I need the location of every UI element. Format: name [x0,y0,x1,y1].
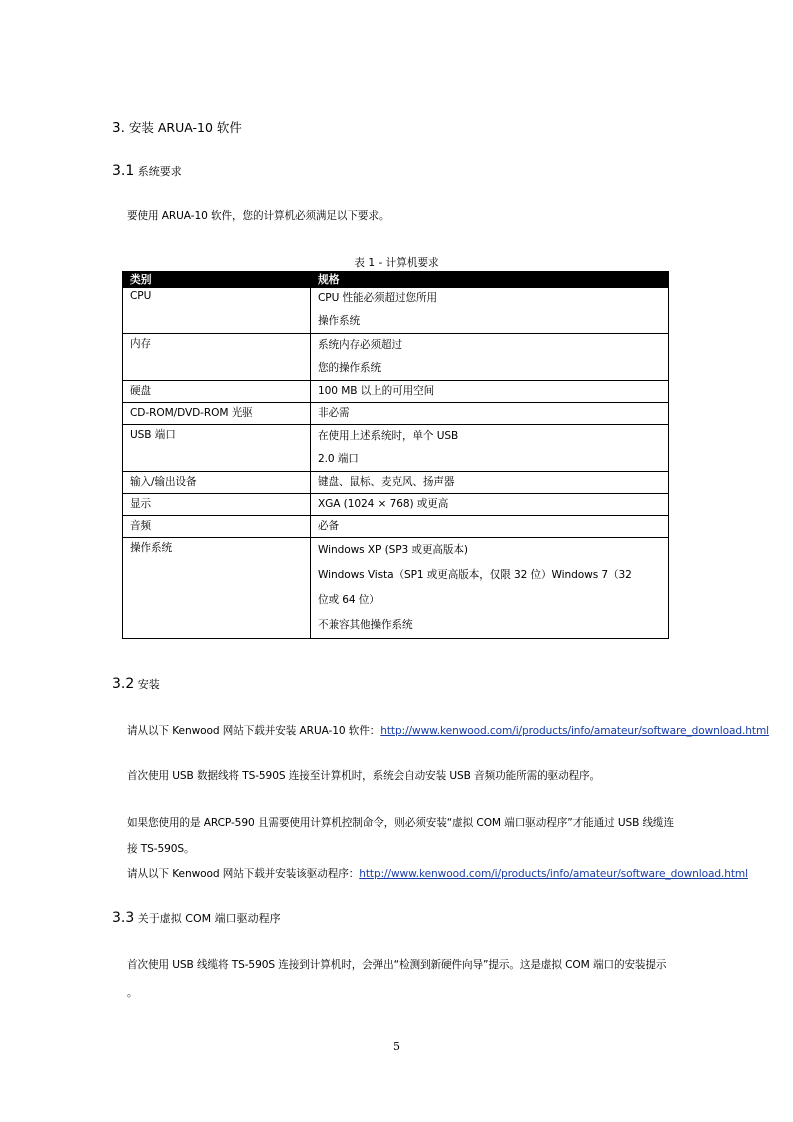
table-cell-category: USB 端口 [123,425,311,472]
table-cell-spec [311,425,669,472]
spec-line: 系统内存必须超过 [318,339,402,351]
table-row [123,425,669,472]
section-3-title: 安装 ARUA-10 软件 [128,120,242,135]
section-3-3-line-1: 首次使用 USB 线缆将 TS-590S 连接到计算机时，会弹出“检测到新硬件向导”提示。这是虚拟 COM 端口的安装提示 [127,959,667,971]
section-3-1-number: 3.1 [112,163,135,179]
spec-line: 不兼容其他操作系统 [318,619,413,631]
table-cell-spec [311,403,669,425]
table-cell-spec [311,494,669,516]
section-3-3-line-2: 。 [127,987,138,999]
table-header-category: 类别 [123,272,311,288]
table-cell-spec [311,288,669,334]
table-cell-category: 操作系统 [123,538,311,639]
table-header-spec: 规格 [311,272,669,288]
spec-line: 键盘、鼠标、麦克风、扬声器 [318,476,455,488]
driver-download-link[interactable]: http://www.kenwood.com/i/products/info/amateur/software_download.html [359,868,748,880]
table-row [123,516,669,538]
table-row [123,381,669,403]
spec-line: XGA (1024 × 768) 或更高 [318,498,449,510]
spec-line: 必备 [318,520,339,532]
spec-line: CPU 性能必须超过您所用 [318,292,437,304]
section-3-2-usb-paragraph: 首次使用 USB 数据线将 TS-590S 连接至计算机时，系统会自动安装 USB 音频功能所需的驱动程序。 [127,770,601,782]
page-number: 5 [393,1040,400,1053]
table-header-row [123,272,669,288]
spec-line: 100 MB 以上的可用空间 [318,385,435,397]
spec-line: 2.0 端口 [318,453,359,465]
section-3-2-arcp-line-2: 接 TS-590S。 [127,843,195,855]
driver-download-text: 请从以下 Kenwood 网站下载并安装该驱动程序： [127,868,360,880]
table-cell-spec [311,472,669,494]
section-3-2-number: 3.2 [112,676,135,692]
spec-line: 非必需 [318,407,350,419]
table-cell-category: CPU [123,288,311,334]
table-cell-category: 硬盘 [123,381,311,403]
section-3-1-title: 系统要求 [137,165,182,178]
section-3-3-title: 关于虚拟 COM 端口驱动程序 [137,912,281,925]
table-row [123,403,669,425]
section-3-2-download-paragraph [127,723,769,738]
table-cell-category: 显示 [123,494,311,516]
table-caption: 表 1 - 计算机要求 [354,257,439,269]
spec-line: Windows Vista（SP1 或更高版本，仅限 32 位）Windows 7（32 [318,569,632,581]
spec-line: Windows XP (SP3 或更高版本) [318,544,468,556]
table-row [123,538,669,639]
table-row [123,334,669,381]
table-cell-spec [311,334,669,381]
download-text: 请从以下 Kenwood 网站下载并安装 ARUA-10 软件： [127,725,381,737]
table-row [123,288,669,334]
table-cell-category: CD-ROM/DVD-ROM 光驱 [123,403,311,425]
table-cell-spec [311,538,669,639]
section-3-2-arcp-line-1: 如果您使用的是 ARCP-590 且需要使用计算机控制命令，则必须安装“虚拟 COM 端口驱动程序”才能通过 USB 线缆连 [127,817,675,829]
spec-line: 位或 64 位） [318,594,380,606]
section-3-number: 3. [112,120,125,136]
spec-line: 您的操作系统 [318,362,381,374]
table-cell-spec [311,516,669,538]
section-3-heading [112,118,242,136]
table-row [123,494,669,516]
table-cell-spec [311,381,669,403]
table-cell-category: 内存 [123,334,311,381]
table-cell-category: 输入/输出设备 [123,472,311,494]
table-row [123,472,669,494]
section-3-2-title: 安装 [137,678,160,691]
section-3-3-number: 3.3 [112,910,135,926]
requirements-table [122,271,669,639]
section-3-2-driver-paragraph [127,866,748,881]
table-cell-category: 音频 [123,516,311,538]
section-3-3-heading [112,910,281,926]
spec-line: 操作系统 [318,315,360,327]
section-3-2-heading [112,676,160,692]
spec-line: 在使用上述系统时，单个 USB [318,430,459,442]
section-3-1-heading [112,163,182,179]
section-3-1-intro: 要使用 ARUA-10 软件，您的计算机必须满足以下要求。 [127,210,390,222]
download-link[interactable]: http://www.kenwood.com/i/products/info/amateur/software_download.html [380,725,770,737]
